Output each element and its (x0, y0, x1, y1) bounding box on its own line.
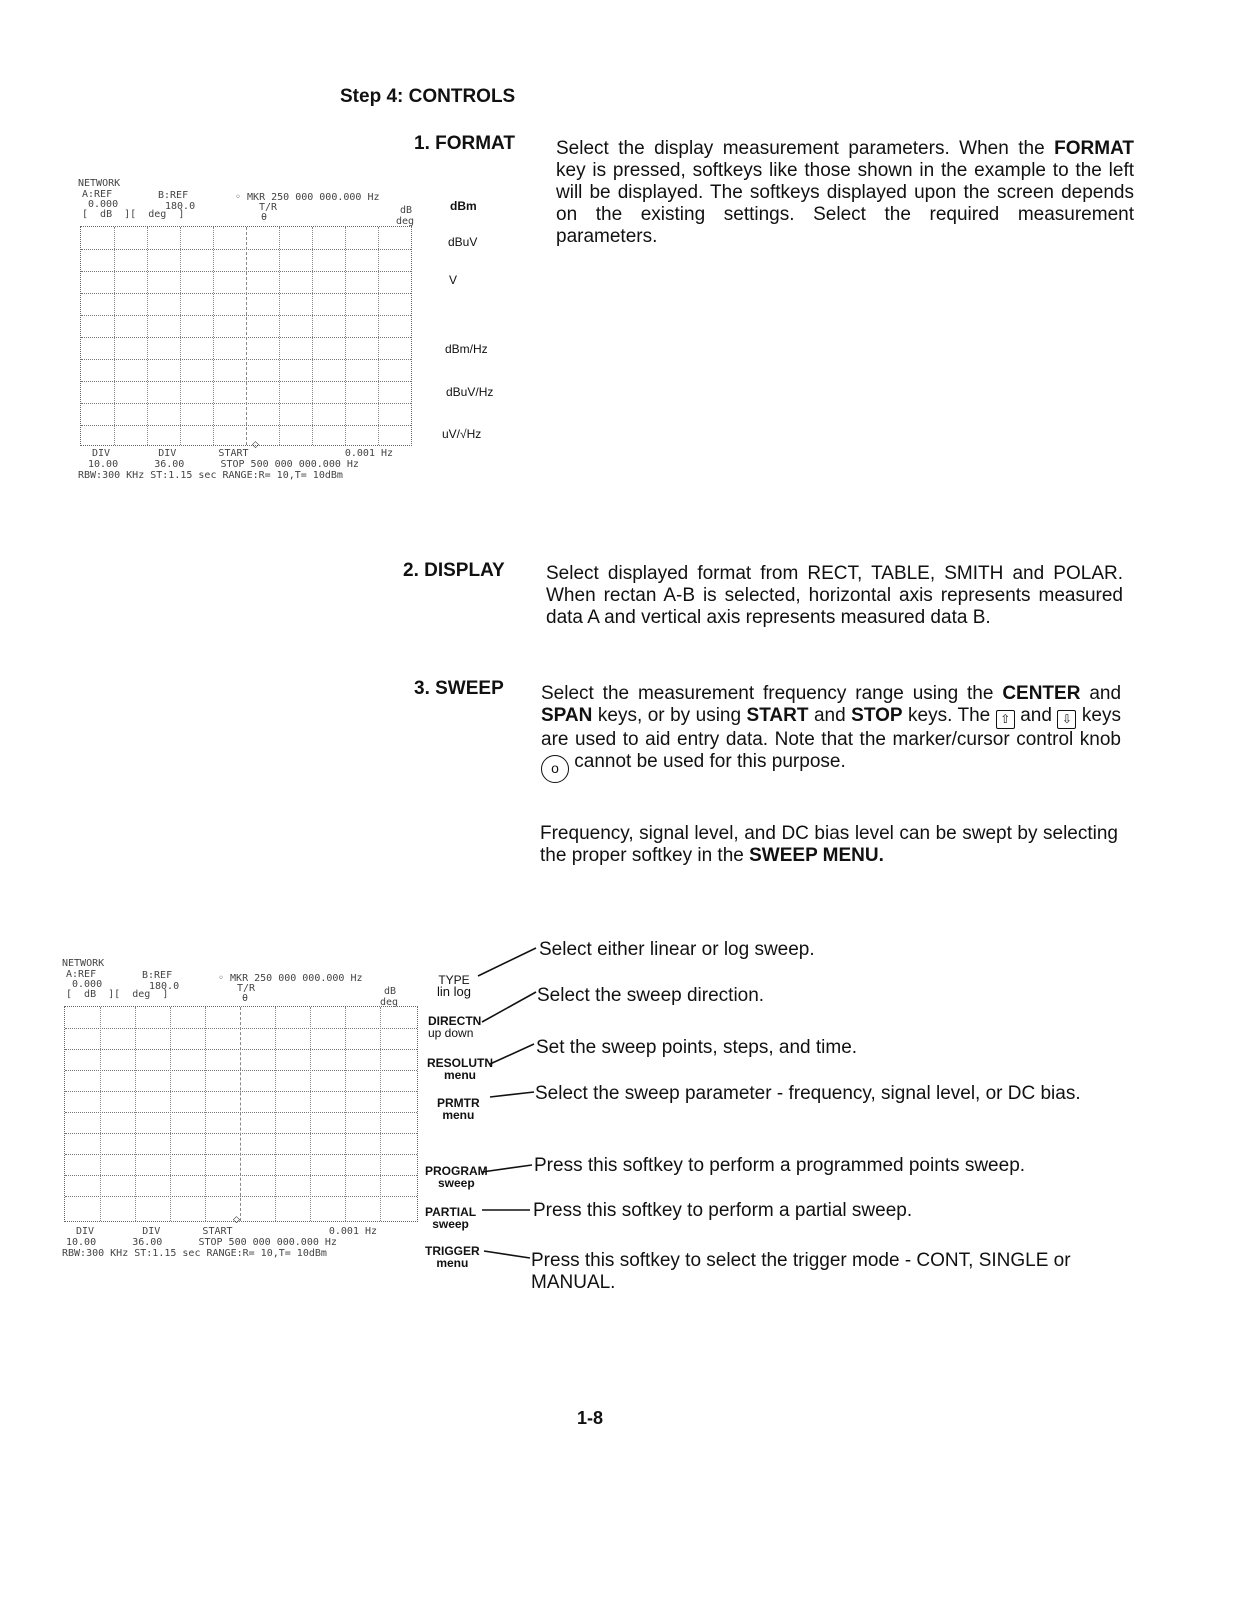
footer-line-1: DIV DIV START 0.001 Hz (76, 1226, 378, 1237)
sweep-paragraph-1: Select the measurement frequency range using the CENTER and SPAN keys, or by using START and STOP keys. The ⇧ and ⇩ keys are used to aid entry data. Note that the marker/cursor control knob o cannot be used for this purpose. (541, 683, 1121, 783)
softkey-resolution[interactable]: RESOLUTN menu (427, 1056, 493, 1082)
desc-trigger: Press this softkey to select the trigger mode - CONT, SINGLE or MANUAL. (531, 1250, 1071, 1293)
ref-b-label: B:REF (158, 190, 189, 201)
desc-program: Press this softkey to perform a programmed points sweep. (534, 1155, 1026, 1176)
softkey-partial[interactable]: PARTIAL sweep (425, 1205, 477, 1231)
marker-readout: ◦ MKR 250 000 000.000 Hz (218, 973, 363, 984)
sweep-screen (62, 956, 482, 1266)
desc-parameter: Select the sweep parameter - frequency, signal level, or DC bias. (535, 1083, 1081, 1104)
marker-diamond-icon: ◇ (233, 1214, 240, 1224)
format-screen (78, 178, 518, 490)
ref-a-value: 0.000 (88, 199, 119, 210)
ref-a-label: A:REF (66, 969, 97, 980)
up-arrow-key-icon: ⇧ (996, 710, 1015, 729)
footer-line-3: RBW:300 KHz ST:1.15 sec RANGE:R= 10,T= 10dBm (78, 470, 343, 481)
marker-readout: ◦ MKR 250 000 000.000 Hz (235, 192, 380, 203)
softkey-dbuv-hz[interactable]: dBuV/Hz (446, 385, 494, 399)
tr-label: T/R (259, 202, 278, 213)
sweep-label: 3. SWEEP (414, 678, 504, 699)
tr-label: T/R (237, 983, 256, 994)
marker-diamond-icon: ◇ (252, 439, 259, 449)
leader-lines (470, 940, 540, 1280)
desc-partial: Press this softkey to perform a partial sweep. (533, 1200, 913, 1221)
plot-grid (80, 226, 412, 446)
sweep-paragraph-2: Frequency, signal level, and DC bias level can be swept by selecting the proper softkey in the SWEEP MENU. (540, 823, 1118, 866)
footer-line-1: DIV DIV START 0.001 Hz (92, 448, 394, 459)
step-title: Step 4: CONTROLS (340, 86, 516, 107)
ref-b-value: 180.0 (149, 981, 180, 992)
desc-type: Select either linear or log sweep. (539, 939, 815, 960)
unit-deg: deg (396, 216, 415, 227)
display-label: 2. DISPLAY (403, 560, 505, 581)
softkey-v[interactable]: V (449, 273, 458, 287)
screen-title: NETWORK (62, 958, 105, 969)
softkey-program[interactable]: PROGRAM sweep (425, 1164, 488, 1190)
unit-db: dB (400, 205, 413, 216)
format-paragraph: Select the display measurement parameters. When the FORMAT key is pressed, softkeys like those shown in the example to the left will be displayed. The softkeys displayed upon the screen depends on the existing settings. Select the required measurement parameters. (556, 138, 1135, 247)
softkey-type[interactable]: TYPE lin log (437, 973, 471, 999)
softkey-dbm-hz[interactable]: dBm/Hz (445, 342, 488, 356)
desc-direction: Select the sweep direction. (537, 985, 765, 1006)
ref-b-value: 180.0 (165, 201, 196, 212)
footer-line-2: 10.00 36.00 STOP 500 000 000.000 Hz (66, 1237, 337, 1248)
softkey-trigger[interactable]: TRIGGER menu (425, 1244, 480, 1270)
theta-label: θ (261, 212, 268, 223)
softkey-dbuv[interactable]: dBuV (448, 235, 478, 249)
ref-a-label: A:REF (82, 189, 113, 200)
softkey-direction[interactable]: DIRECTN up down (428, 1014, 482, 1040)
display-paragraph: Select displayed format from RECT, TABLE, SMITH and POLAR. When rectan A-B is selected, horizontal axis represents measured data A and vertical axis represents measured data B. (546, 563, 1123, 628)
theta-label: θ (242, 993, 249, 1004)
desc-resolution: Set the sweep points, steps, and time. (536, 1037, 858, 1058)
softkey-parameter[interactable]: PRMTR menu (437, 1096, 480, 1122)
softkey-dbm[interactable]: dBm (450, 199, 477, 213)
softkey-uv-sqrt-hz[interactable]: uV/√Hz (442, 427, 482, 441)
format-label: 1. FORMAT (414, 133, 515, 154)
footer-line-2: 10.00 36.00 STOP 500 000 000.000 Hz (88, 459, 359, 470)
ref-b-label: B:REF (142, 970, 173, 981)
units-label: [ dB ][ deg ] (66, 989, 169, 1000)
knob-icon: o (541, 755, 569, 783)
page-number: 1-8 (577, 1408, 604, 1428)
footer-line-3: RBW:300 KHz ST:1.15 sec RANGE:R= 10,T= 10dBm (62, 1248, 327, 1259)
plot-grid (64, 1006, 418, 1222)
units-label: [ dB ][ deg ] (82, 209, 185, 220)
ref-a-value: 0.000 (72, 979, 103, 990)
down-arrow-key-icon: ⇩ (1057, 710, 1076, 729)
screen-title: NETWORK (78, 178, 121, 189)
unit-db: dB (384, 986, 397, 997)
unit-deg: deg (380, 997, 399, 1008)
